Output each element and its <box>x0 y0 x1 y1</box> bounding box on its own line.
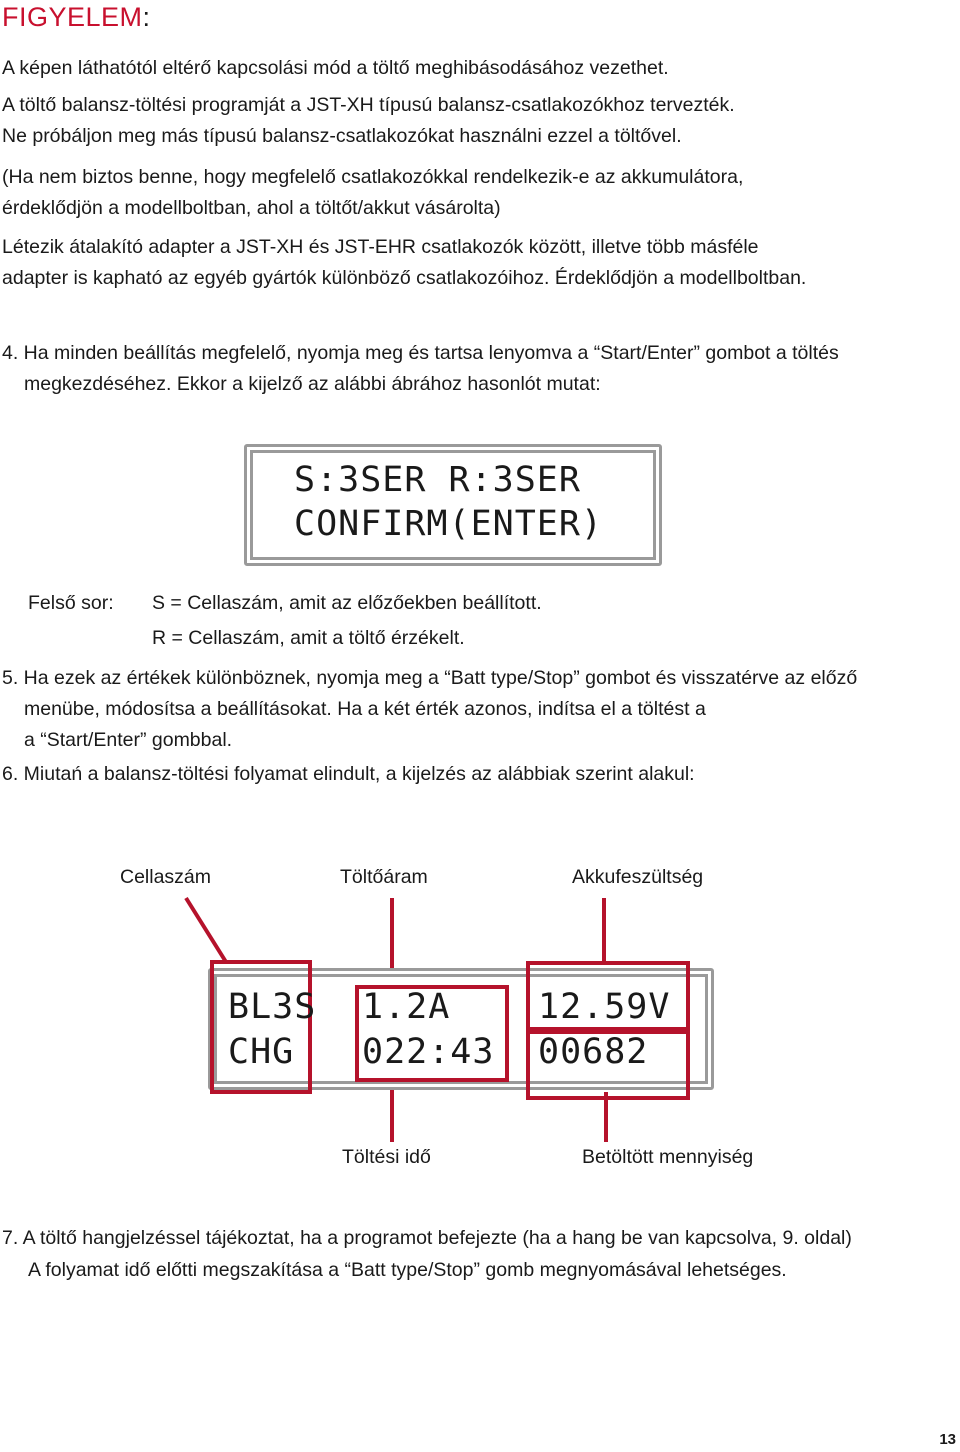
warning-heading-colon: : <box>142 2 151 32</box>
label-current: Töltőáram <box>340 866 428 888</box>
step6-line: 6. Miutań a balansz-töltési folyamat elindult, a kijelzés az alábbiak szerint alakul: <box>2 763 695 785</box>
step4-line-1: 4. Ha minden beállítás megfelelő, nyomja meg és tartsa lenyomva a “Start/Enter” gombot a töltés <box>2 342 839 364</box>
lcd-confirm-line-2: CONFIRM(ENTER) <box>294 504 604 544</box>
step4-line-2: megkezdéséhez. Ekkor a kijelző az alábbi ábrához hasonlót mutat: <box>24 373 601 395</box>
warning-line-6: Létezik átalakító adapter a JST-XH és JST-EHR csatlakozók között, illetve több másféle <box>2 236 759 258</box>
warning-line-3: Ne próbáljon meg más típusú balansz-csatlakozókat használni ezzel a töltővel. <box>2 125 682 147</box>
step7-line-1: 7. A töltő hangjelzéssel tájékoztat, ha a programot befejezte (ha a hang be van kapcsolva, 9. oldal) <box>2 1227 852 1249</box>
lcd-time-value: 022:43 <box>362 1032 495 1072</box>
warning-line-7: adapter is kapható az egyéb gyártók különböző csatlakozóihoz. Érdeklődjön a modellboltban. <box>2 267 807 289</box>
step7-line-2: A folyamat idő előtti megszakítása a “Batt type/Stop” gomb megnyomásával lehetséges. <box>28 1259 787 1281</box>
top-row-r-desc: R = Cellaszám, amit a töltő érzékelt. <box>152 627 465 649</box>
warning-line-1: A képen láthatótól eltérő kapcsolási mód a töltő meghibásodásához vezethet. <box>2 57 669 79</box>
label-capacity: Betöltött mennyiség <box>582 1146 754 1168</box>
lcd-capacity-value: 00682 <box>538 1032 649 1072</box>
lcd-mode-value: CHG <box>228 1032 295 1072</box>
warning-line-5: érdeklődjön a modellboltban, ahol a töltőt/akkut vásárolta) <box>2 197 501 219</box>
warning-line-4: (Ha nem biztos benne, hogy megfelelő csatlakozókkal rendelkezik-e az akkumulátora, <box>2 166 744 188</box>
warning-heading-text: FIGYELEM <box>2 2 143 32</box>
label-time: Töltési idő <box>342 1146 431 1168</box>
label-voltage: Akkufeszültség <box>572 866 704 888</box>
connector-cells <box>186 898 226 962</box>
label-cells: Cellaszám <box>120 866 212 888</box>
lcd-current-value: 1.2A <box>362 987 451 1027</box>
step5-line-1: 5. Ha ezek az értékek különböznek, nyomja meg a “Batt type/Stop” gombot és visszatérve az előző <box>2 667 858 689</box>
top-row-s-desc: S = Cellaszám, amit az előzőekben beállított. <box>152 592 542 614</box>
highlight-cells-box <box>210 960 312 1094</box>
step5-line-3: a “Start/Enter” gombbal. <box>24 729 233 751</box>
lcd-cells-value: BL3S <box>228 987 317 1027</box>
page-number: 13 <box>939 1431 956 1448</box>
top-row-label: Felső sor: <box>28 592 114 614</box>
step5-line-2: menübe, módosítsa a beállításokat. Ha a két érték azonos, indítsa el a töltést a <box>24 698 706 720</box>
warning-line-2: A töltő balansz-töltési programját a JST-XH típusú balansz-csatlakozókhoz tervezték. <box>2 94 735 116</box>
lcd-voltage-value: 12.59V <box>538 987 671 1027</box>
lcd-confirm-line-1: S:3SER R:3SER <box>294 460 581 500</box>
